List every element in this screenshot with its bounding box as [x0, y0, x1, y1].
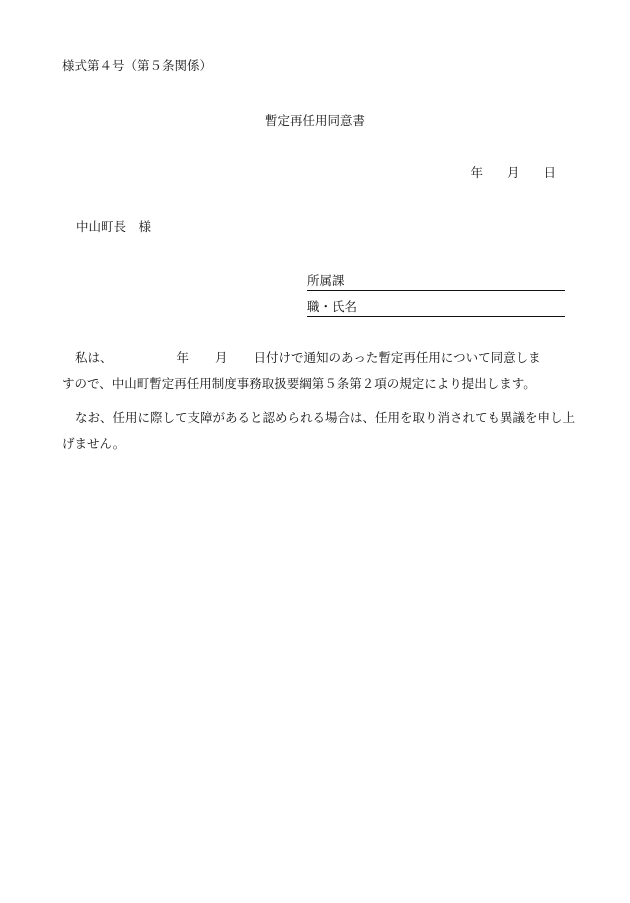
- p1-month: 月: [215, 350, 228, 365]
- p2-text: なお、任用に際して支障があると認められる場合は、任用を取り消されても異議を申し上げません。: [62, 410, 576, 451]
- addressee: 中山町長 様: [76, 219, 152, 234]
- p1-rest-line2: すので、中山町暫定再任用制度事務取扱要綱第５条第２項の規定により提出します。: [62, 376, 536, 391]
- date-year-label: 年: [470, 165, 483, 180]
- p1-rest-line1: 日付けで通知のあった暫定再任用について同意しま: [253, 350, 541, 365]
- name-label: 職・氏名: [307, 299, 358, 314]
- signature-name-line: [307, 301, 565, 317]
- department-label: 所属課: [307, 273, 345, 288]
- date-line: [470, 167, 556, 180]
- document-title: 暫定再任用同意書: [264, 113, 365, 128]
- form-number: 様式第４号（第５条関係）: [62, 58, 213, 73]
- condition-paragraph: [62, 405, 582, 457]
- date-month-label: 月: [506, 165, 520, 180]
- signature-department-line: [307, 275, 565, 291]
- consent-paragraph: [62, 345, 582, 397]
- p1-start: 私は、: [75, 350, 113, 365]
- p1-year: 年: [176, 350, 190, 365]
- date-day-label: 日: [543, 165, 556, 180]
